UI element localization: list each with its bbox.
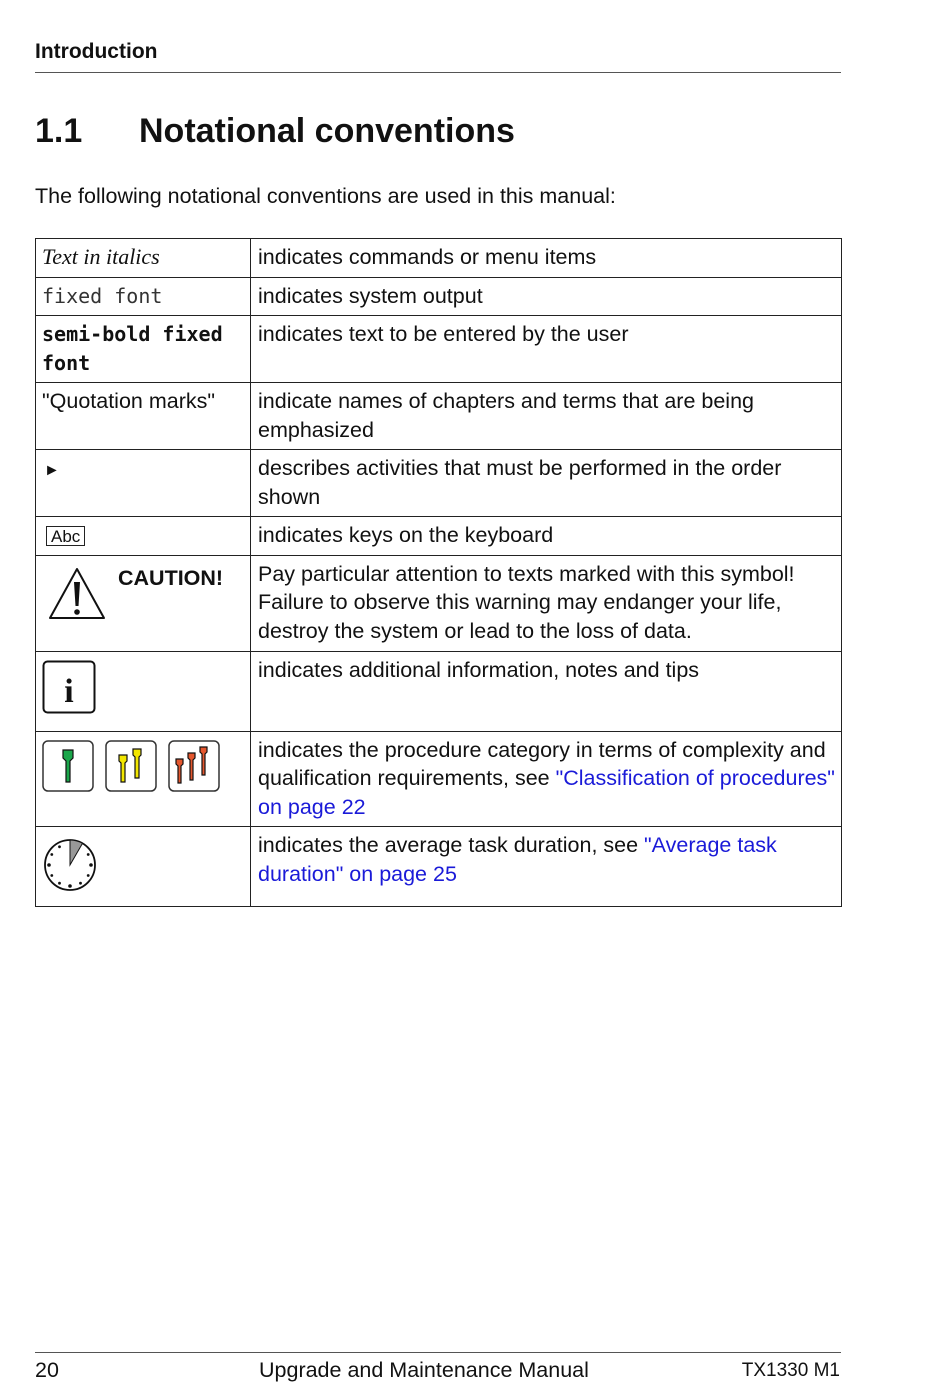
section-number: 1.1	[35, 112, 83, 150]
wrench-red-icon	[168, 740, 220, 792]
table-row	[36, 383, 842, 450]
description-cell: indicates keys on the keyboard	[251, 517, 842, 556]
description-cell: indicates system output	[251, 277, 842, 316]
table-row	[36, 239, 842, 278]
running-header: Introduction	[35, 40, 158, 63]
duration-description: indicates the average task duration, see	[258, 833, 645, 857]
category-description: indicates the procedure category in terms of complexity and qualification requirements, see	[258, 737, 826, 790]
term-cell	[36, 316, 251, 383]
header-rule	[35, 72, 841, 73]
classification-link[interactable]: "Classification of procedures" on page 22	[258, 766, 835, 819]
arrow-bullet-icon: ►	[44, 462, 60, 479]
description-cell: indicates text to be entered by the user	[251, 316, 842, 383]
description-cell: indicates commands or menu items	[251, 239, 842, 278]
section-title-text: Notational conventions	[139, 112, 515, 150]
average-duration-link[interactable]: "Average task duration" on page 25	[258, 833, 777, 886]
wrench-yellow-icon	[105, 740, 157, 792]
description-cell	[251, 731, 842, 827]
term-cell	[36, 450, 251, 517]
description-cell: indicate names of chapters and terms that are being emphasized	[251, 383, 842, 450]
table-row	[36, 651, 842, 731]
table-row	[36, 517, 842, 556]
term-fixed-font: fixed font	[42, 283, 163, 308]
table-row	[36, 277, 842, 316]
info-glyph: i	[64, 672, 74, 710]
table-row	[36, 316, 842, 383]
term-cell	[36, 827, 251, 907]
term-cell	[36, 239, 251, 278]
conventions-table	[35, 238, 842, 907]
term-cell: "Quotation marks"	[36, 383, 251, 450]
info-icon	[42, 660, 96, 714]
page-number: 20	[35, 1358, 59, 1382]
description-cell: indicates additional information, notes and tips	[251, 651, 842, 731]
footer-rule	[35, 1352, 841, 1353]
caution-label: CAUTION!	[118, 565, 224, 590]
keycap-icon: Abc	[46, 526, 85, 546]
term-cell	[36, 555, 251, 651]
term-cell	[36, 517, 251, 556]
term-cell	[36, 731, 251, 827]
table-row	[36, 731, 842, 827]
footer-model: TX1330 M1	[741, 1360, 840, 1381]
warning-triangle-icon	[47, 566, 107, 622]
term-semibold-line1: semi-bold fixed	[42, 322, 223, 346]
term-cell	[36, 651, 251, 731]
table-row	[36, 827, 842, 907]
page-title	[35, 112, 515, 151]
description-cell	[251, 827, 842, 907]
description-cell: describes activities that must be performed in the order shown	[251, 450, 842, 517]
wrench-green-icon	[42, 740, 94, 792]
table-row	[36, 555, 842, 651]
term-italics: Text in italics	[42, 244, 160, 269]
description-cell: Pay particular attention to texts marked with this symbol! Failure to observe this warning may endanger your life, destroy the system or lead to the loss of data.	[251, 555, 842, 651]
term-semibold-line2: font	[42, 350, 91, 375]
footer-manual-title: Upgrade and Maintenance Manual	[259, 1358, 589, 1382]
intro-paragraph: The following notational conventions are used in this manual:	[35, 184, 616, 208]
clock-icon	[42, 837, 98, 893]
table-row	[36, 450, 842, 517]
term-cell	[36, 277, 251, 316]
